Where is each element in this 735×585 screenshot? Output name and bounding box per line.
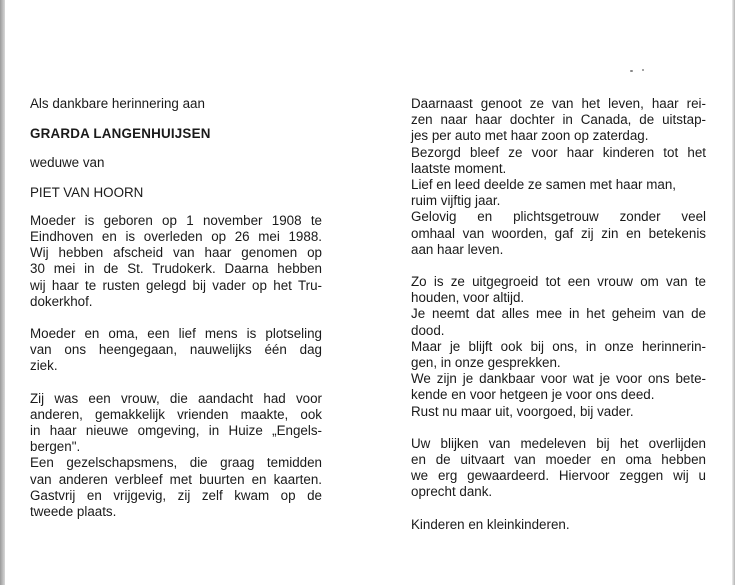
paragraph-sudden-passing — [30, 326, 322, 375]
text-line: We zijn je dankbaar voor wat je voor ons bete- — [411, 371, 706, 387]
text-line: anderen, gemakkelijk vrienden maakte, ook — [30, 406, 322, 422]
text-line: 30 mei in de St. Trudokerk. Daarna hebben — [30, 261, 322, 277]
text-line: Je neemt dat alles mee in het geheim van de — [411, 306, 706, 322]
right-column — [411, 96, 706, 533]
text-line: Daarnaast genoot ze van het leven, haar rei- — [411, 96, 706, 111]
husband-name: PIET VAN HOORN — [30, 184, 144, 200]
text-line: Bezorgd bleef ze voor haar kinderen tot het — [411, 144, 706, 160]
text-line: tweede plaats. — [30, 504, 117, 520]
text-line: kende en voor hetgeen je voor ons deed. — [411, 387, 655, 403]
text-line: omhaal van woorden, gaf zij zin en betekenis — [411, 225, 706, 241]
text-line: Gelovig en plichtsgetrouw zonder veel — [411, 209, 706, 225]
text-line: Moeder en oma, een lief mens is plotseling — [30, 326, 322, 342]
text-line: van ons heengegaan, nauwelijks één dag — [30, 342, 322, 358]
text-line: houden, voor altijd. — [411, 290, 525, 306]
card-left-edge — [0, 0, 5, 585]
widow-of-line: weduwe van — [30, 155, 105, 171]
text-line: Gastvrij en vrijgevig, zij zelf kwam op de — [30, 487, 322, 503]
closing-signature: Kinderen en kleinkinderen. — [411, 516, 570, 532]
text-line: Een gezelschapsmens, die graag temidden — [30, 455, 322, 471]
text-line: ziek. — [30, 358, 58, 374]
paper-speck — [642, 69, 644, 71]
text-line: oprecht dank. — [411, 484, 493, 500]
paper-speck — [630, 70, 633, 72]
left-column — [30, 96, 322, 520]
text-line: we erg gewaardeerd. Hiervoor zeggen wij u — [411, 468, 706, 484]
text-line: Rust nu maar uit, voorgoed, bij vader. — [411, 403, 634, 419]
text-line: Moeder is geboren op 1 november 1908 te — [30, 212, 322, 228]
text-line: aan haar leven. — [411, 241, 504, 257]
text-line: bergen". — [30, 439, 81, 455]
text-line: wij haar te rusten gelegd bij vader op het Tru- — [30, 277, 322, 293]
paragraph-character — [30, 391, 322, 521]
text-line: van anderen verbleef met buurten en kaarten. — [30, 471, 322, 487]
text-line: dokerkhof. — [30, 293, 93, 309]
text-line: laatste moment. — [411, 160, 507, 176]
paragraph-enjoyed-life — [411, 96, 706, 258]
text-line: Uw blijken van medeleven bij het overlijden — [411, 435, 706, 451]
paragraph-remembrance — [411, 274, 706, 420]
text-line: Eindhoven en is overleden op 26 mei 1988. — [30, 229, 322, 245]
text-line: in haar nieuwe omgeving, in Huize „Engels- — [30, 423, 322, 439]
paragraph-birth-death — [30, 213, 322, 310]
text-line: zen naar haar dochter in Canada, de uitstap- — [411, 112, 706, 128]
text-line: en de uitvaart van moeder en oma hebben — [411, 452, 706, 468]
text-line: Zo is ze uitgegroeid tot een vrouw om van te — [411, 274, 706, 290]
paragraph-thanks — [411, 436, 706, 501]
text-line: Zij was een vrouw, die aandacht had voor — [30, 390, 322, 406]
intro-line: Als dankbare herinnering aan — [30, 96, 205, 111]
text-line: ruim vijftig jaar. — [411, 193, 501, 209]
text-line: Maar je blijft ook bij ons, in onze herinnerin- — [411, 338, 706, 354]
text-line: Lief en leed deelde ze samen met haar man, — [411, 177, 677, 193]
text-line: jes per auto met haar zoon op zaterdag. — [411, 128, 649, 144]
deceased-name: GRARDA LANGENHUIJSEN — [30, 126, 211, 142]
text-line: dood. — [411, 322, 445, 338]
text-line: gen, in onze gesprekken. — [411, 355, 561, 371]
text-line: Wij hebben afscheid van haar genomen op — [30, 245, 322, 261]
